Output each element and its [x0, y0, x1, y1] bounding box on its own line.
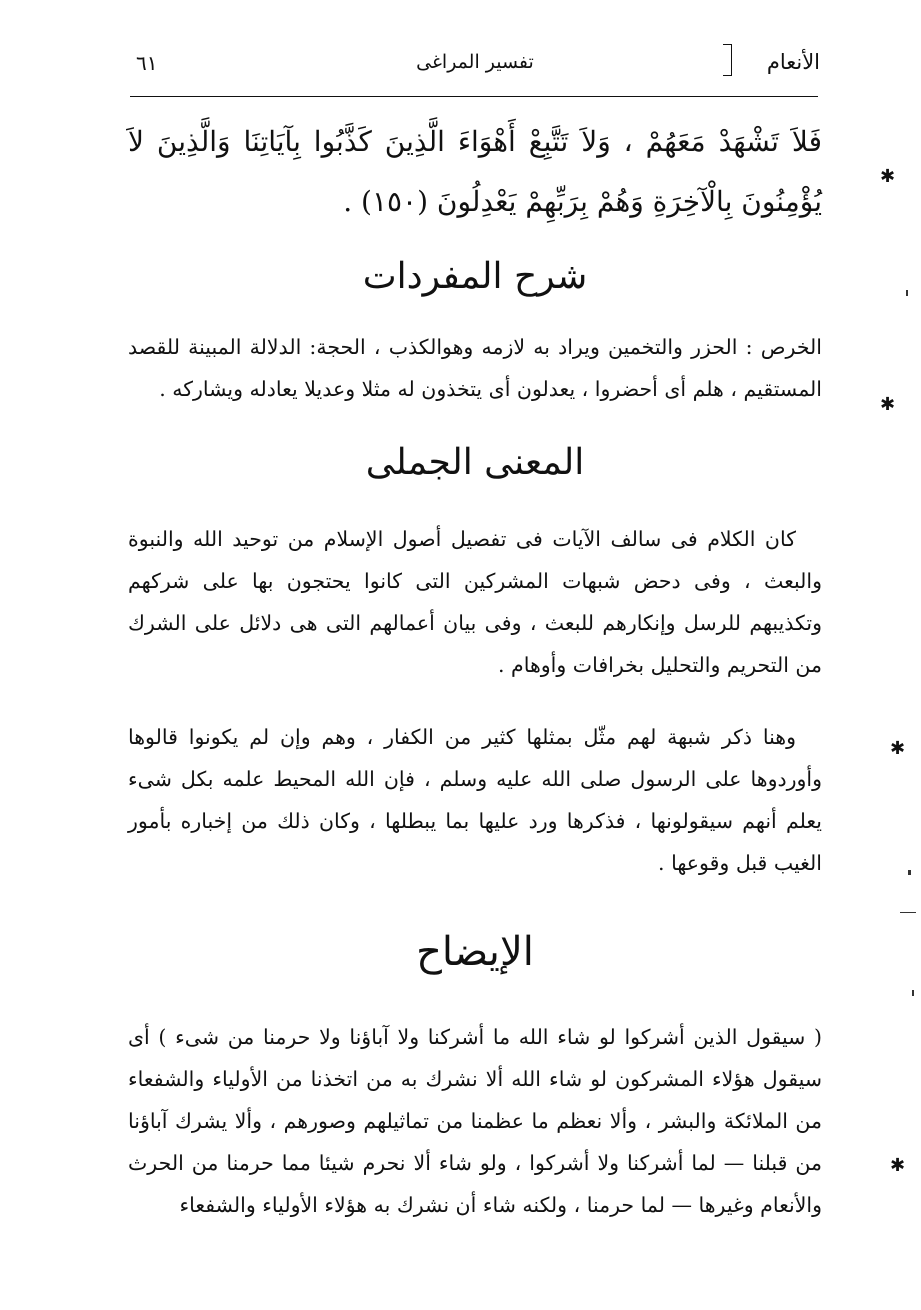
vocab-heading: شرح المفردات [362, 256, 588, 297]
scan-speck [908, 870, 911, 875]
vocab-paragraph: الخرص : الحزر والتخمين ويراد به لازمه وهوالكذب ، الحجة: الدلالة المبينة للقصد المستقيم ، هلم أى أحضروا ، يعدلون أى يتخذون له مثلا وعديلا يعادله ويشاركه . [128, 335, 822, 401]
margin-star-mark: ✱ [890, 1155, 906, 1176]
scan-speck [906, 290, 908, 296]
margin-star-mark: ✱ [890, 738, 906, 759]
explanation-heading: الإيضاح [416, 929, 534, 975]
scan-speck [912, 990, 914, 996]
scan-speck [900, 912, 916, 913]
meaning-paragraph-1: كان الكلام فى سالف الآيات فى تفصيل أصول الإسلام من توحيد الله والنبوة والبعث ، وفى دحض شبهات المشركين التى كانوا يحتجون بها على شركهم وتكذيبهم للرسل وإنكارهم للبعث ، وفى بيان أعمالهم التى هى دلائل على الشرك من التحريم والتحليل بخرافات وأوهام . [128, 527, 822, 677]
header-rule [130, 96, 818, 97]
margin-star-mark: ✱ [880, 394, 896, 415]
quran-verse: فَلاَ تَشْهَدْ مَعَهُمْ ، وَلاَ تَتَّبِعْ أَهْوَاءَ الَّذِينَ كَذَّبُوا بِآيَاتِنَا وَالَّذِينَ لاَ يُؤْمِنُونَ بِالْآخِرَةِ وَهُمْ بِرَبِّهِمْ يَعْدِلُونَ (١٥٠) . [128, 125, 822, 218]
margin-star-mark: ✱ [880, 166, 896, 187]
explanation-paragraph: ( سيقول الذين أشركوا لو شاء الله ما أشركنا ولا آباؤنا ولا حرمنا من شىء ) أى سيقول هؤلاء المشركون لو شاء الله ألا نشرك به من اتخذنا من الأولياء والشفعاء من الملائكة والبشر ، وألا نعظم ما عظمنا من تماثيلهم وصورهم ، وألا يشرك آباؤنا من قبلنا — لما أشركنا ولا أشركوا ، ولو شاء ألا نحرم شيئا مما حرمنا من الحرث والأنعام وغيرها — لما حرمنا ، ولكنه شاء أن نشرك به هؤلاء الأولياء والشفعاء [128, 1025, 822, 1217]
meaning-paragraph-2: وهنا ذكر شبهة لهم مثّل بمثلها كثير من الكفار ، وهم وإن لم يكونوا قالوها وأوردوها على الرسول صلى الله عليه وسلم ، فإن الله المحيط علمه بكل شىء يعلم أنهم سيقولونها ، فذكرها ورد عليها بما يبطلها ، وكان ذلك من إخباره بأمور الغيب قبل وقوعها . [128, 725, 822, 875]
running-header [130, 44, 820, 86]
meaning-heading: المعنى الجملى [365, 442, 585, 483]
chapter-name: الأنعام [766, 50, 820, 74]
page-number: ٦١ [136, 51, 158, 75]
book-title: تفسير المراغى [416, 51, 534, 73]
